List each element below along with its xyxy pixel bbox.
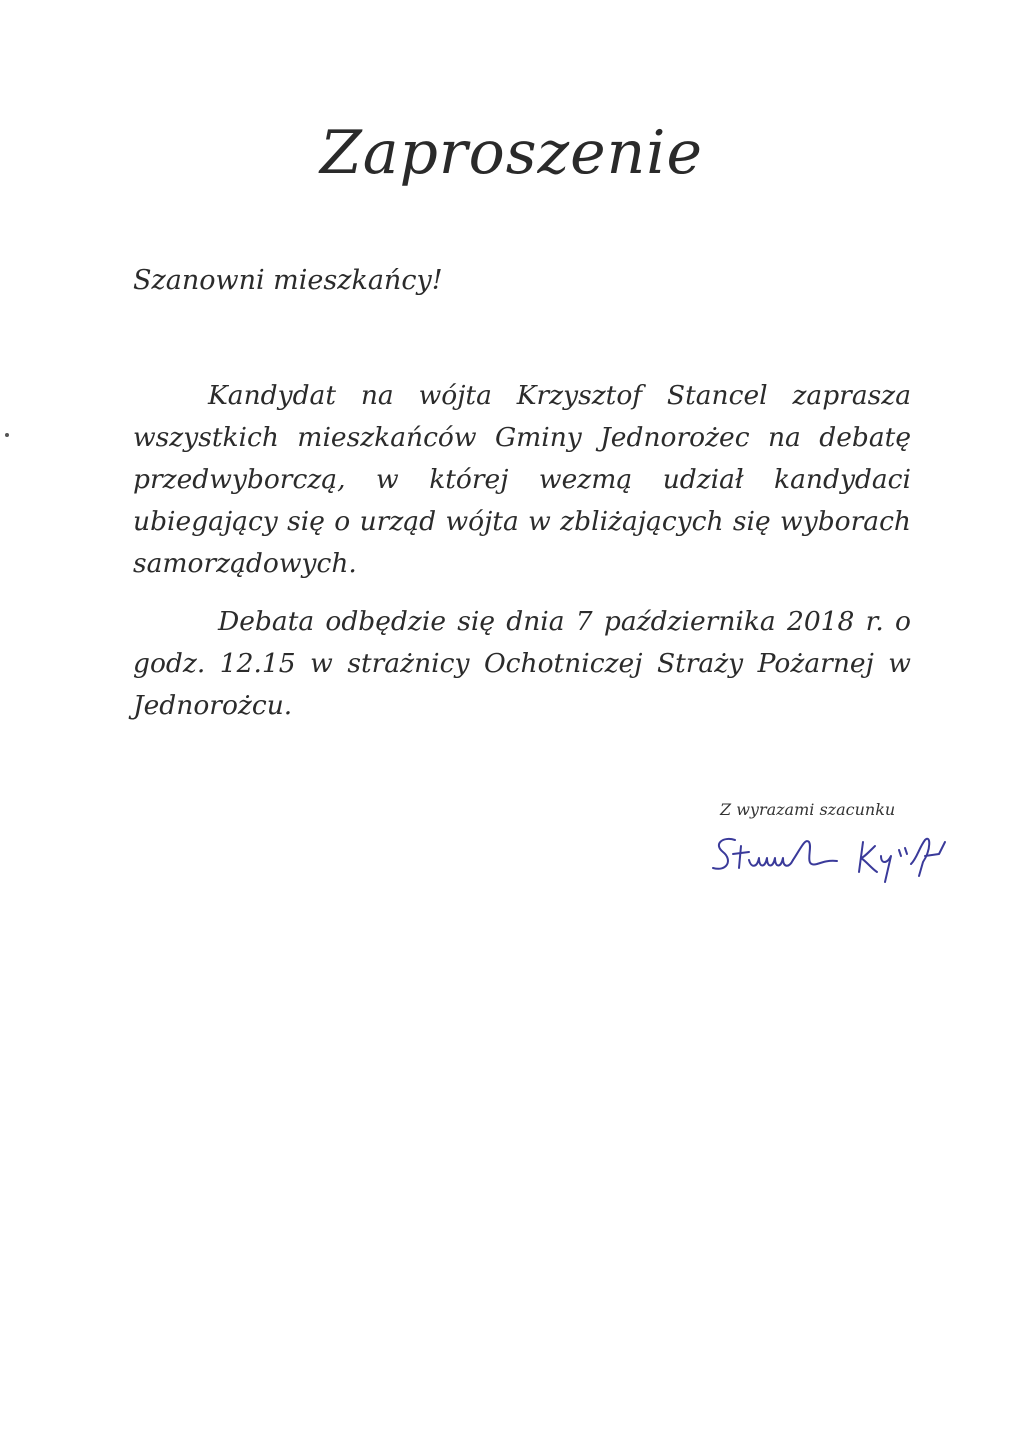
body-paragraph-invitation: Kandydat na wójta Krzysztof Stancel zaprasza wszystkich mieszkańców Gminy Jednorożec na debatę przedwyborczą, w której wezmą udział kandydaci ubiegający się o urząd wójta w zbliżających się wyborach samorządowych.	[133, 380, 911, 579]
document-title: Zaproszenie	[320, 118, 703, 188]
handwritten-signature	[705, 828, 955, 883]
salutation: Szanowni mieszkańcy!	[133, 265, 443, 296]
closing-line: Z wyrazami szacunku	[720, 800, 896, 819]
margin-mark	[5, 433, 9, 437]
body-paragraph-date-place: Debata odbędzie się dnia 7 października 2018 r. o godz. 12.15 w strażnicy Ochotniczej Straży Pożarnej w Jednorożcu.	[133, 606, 911, 721]
